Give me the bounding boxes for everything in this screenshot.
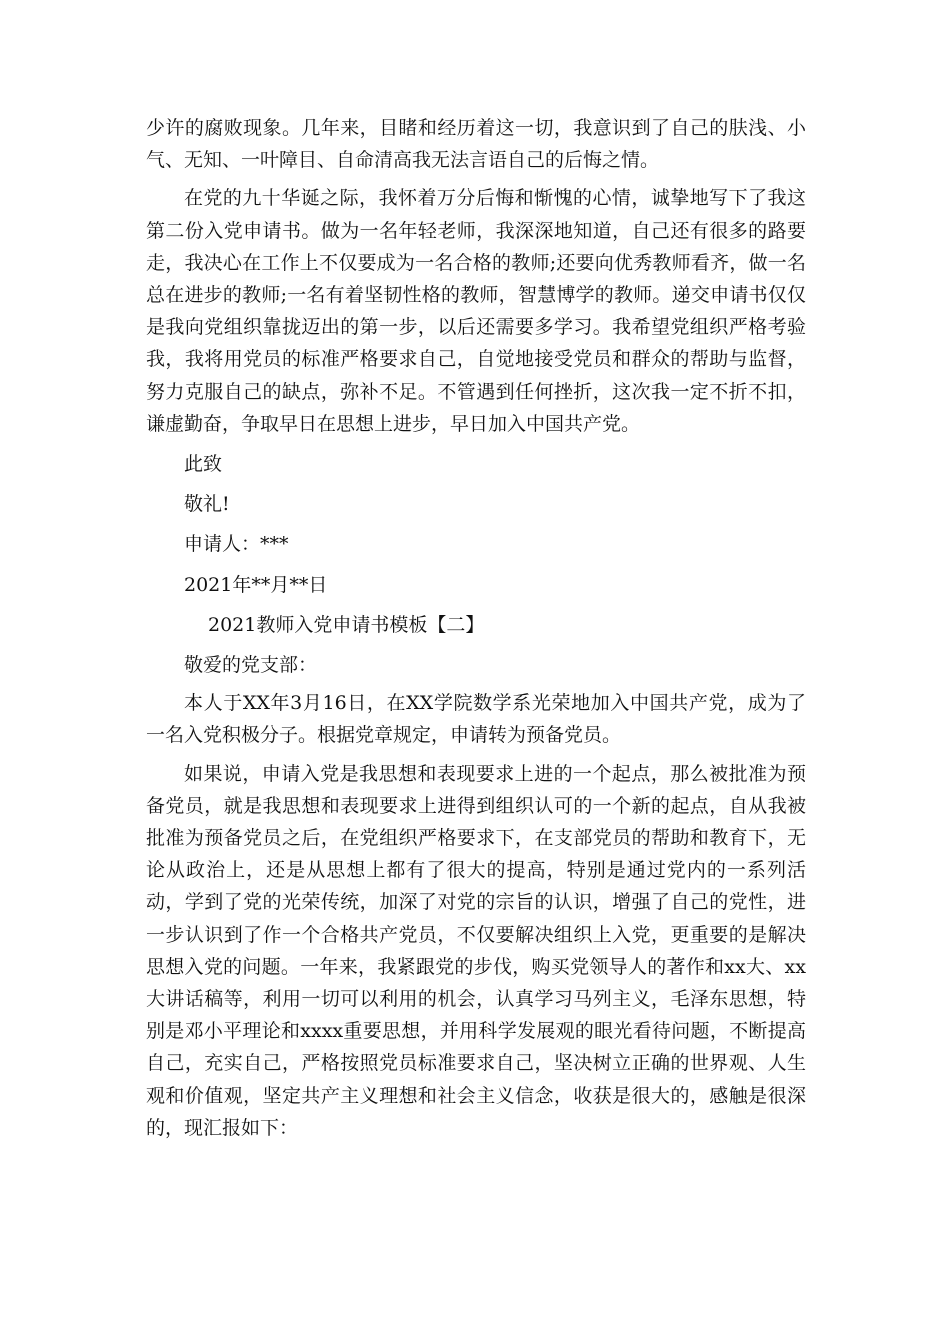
paragraph-second-application: 在党的九十华诞之际，我怀着万分后悔和惭愧的心情，诚挚地写下了我这第二份入党申请书。做为一名年轻老师，我深深地知道，自己还有很多的路要走，我决心在工作上不仅要成为一名合格的教师;还要向优秀教师看齐，做一名总在进步的教师;一名有着坚韧性格的教师，智慧博学的教师。递交申请书仅仅是我向党组织靠拢迈出的第一步，以后还需要多学习。我希望党组织严格考验我，我将用党员的标准严格要求自己，自觉地接受党员和群众的帮助与监督，努力克服自己的缺点，弥补不足。不管遇到任何挫折，这次我一定不折不扣，谦虚勤奋，争取早日在思想上进步，早日加入中国共产党。: [146, 187, 806, 435]
applicant-line: 申请人：***: [184, 533, 289, 556]
date-line: 2021年**月**日: [184, 573, 328, 596]
document-body: [146, 112, 806, 1144]
closing-line-1: 此致: [184, 453, 223, 476]
paragraph-intro: 本人于XX年3月16日，在XX学院数学系光荣地加入中国共产党，成为了一名入党积极分子。根据党章规定，申请转为预备党员。: [146, 692, 806, 747]
paragraph-body: 如果说，申请入党是我思想和表现要求上进的一个起点，那么被批准为预备党员，就是我思想和表现要求上进得到组织认可的一个新的起点，自从我被批准为预备党员之后，在党组织严格要求下，在支部党员的帮助和教育下，无论从政治上，还是从思想上都有了很大的提高，特别是通过党内的一系列活动，学到了党的光荣传统，加深了对党的宗旨的认识，增强了自己的党性，进一步认识到了作一个合格共产党员，不仅要解决组织上入党，更重要的是解决思想入党的问题。一年来，我紧跟党的步伐，购买党领导人的著作和xx大、xx大讲话稿等，利用一切可以利用的机会，认真学习马列主义，毛泽东思想，特别是邓小平理论和xxxx重要思想，并用科学发展观的眼光看待问题，不断提高自己，充实自己，严格按照党员标准要求自己，坚决树立正确的世界观、人生观和价值观，坚定共产主义理想和社会主义信念，收获是很大的，感触是很深的，现汇报如下：: [146, 762, 806, 1139]
salutation: 敬爱的党支部：: [184, 654, 318, 677]
paragraph-continuation: 少许的腐败现象。几年来，目睹和经历着这一切，我意识到了自己的肤浅、小气、无知、一叶障目、自命清高我无法言语自己的后悔之情。: [146, 117, 806, 172]
closing-line-2: 敬礼!: [184, 493, 230, 516]
section-title: 2021教师入党申请书模板【二】: [208, 613, 485, 636]
